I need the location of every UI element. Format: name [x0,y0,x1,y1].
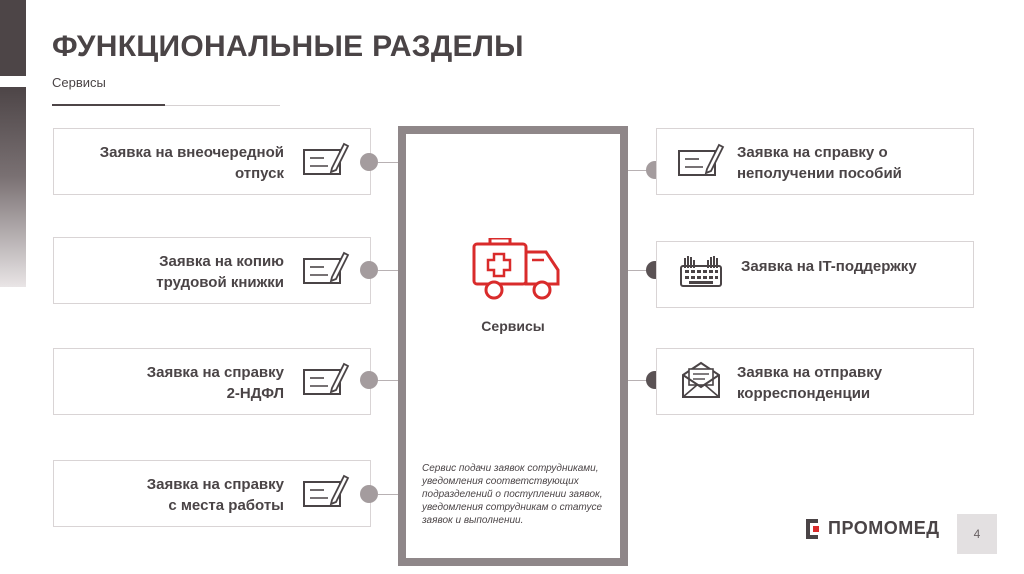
decor-bar-gradient [0,87,26,287]
form-pen-icon [302,247,350,289]
services-hub [398,126,628,566]
connector-line [628,270,648,271]
connector-dot [360,153,378,171]
card-benefits-certificate-request[interactable] [656,128,974,195]
card-it-support-request[interactable] [656,241,974,308]
card-workbook-copy-request[interactable] [53,237,371,304]
connector-line [378,162,398,163]
card-employment-certificate-request[interactable] [53,460,371,527]
connector-line [378,380,398,381]
page-title: ФУНКЦИОНАЛЬНЫЕ РАЗДЕЛЫ [52,30,524,63]
ambulance-icon [472,238,564,304]
card-label: Заявка на справку 2-НДФЛ [146,364,284,402]
page-number-box [957,514,997,554]
logo-mark-icon [804,517,824,541]
hub-description: Сервис подачи заявок сотрудниками, уведомления соответствующих подразделений о поступлении заявок, уведомления сотрудникам о статусе заявок и выполнении. [422,463,603,526]
connector-line [378,270,398,271]
form-pen-icon [302,138,350,180]
connector-line [378,494,398,495]
card-label: Заявка на внеочередной отпуск [99,144,284,182]
card-label: Заявка на отправку корреспонденции [737,364,883,402]
card-label: Заявка на справку с места работы [146,476,284,514]
connector-dot [360,261,378,279]
page-subtitle: Сервисы [52,75,106,90]
connector-line [628,170,648,171]
hub-label: Сервисы [481,318,545,334]
subtitle-divider-accent [52,104,165,106]
card-label: Заявка на справку о неполучении пособий [737,144,902,182]
card-label: Заявка на IT-поддержку [741,258,917,275]
card-label: Заявка на копию трудовой книжки [156,253,284,291]
form-pen-icon [302,470,350,512]
card-correspondence-request[interactable] [656,348,974,415]
card-2ndfl-request[interactable] [53,348,371,415]
page-number: 4 [973,527,981,541]
keyboard-hands-icon [677,252,725,294]
connector-dot [360,485,378,503]
card-vacation-request[interactable] [53,128,371,195]
envelope-icon [677,359,725,401]
connector-line [628,380,648,381]
decor-bar-top [0,0,26,76]
form-pen-icon [677,139,725,181]
form-pen-icon [302,358,350,400]
company-logo: ПРОМОМЕД [804,515,944,543]
connector-dot [360,371,378,389]
